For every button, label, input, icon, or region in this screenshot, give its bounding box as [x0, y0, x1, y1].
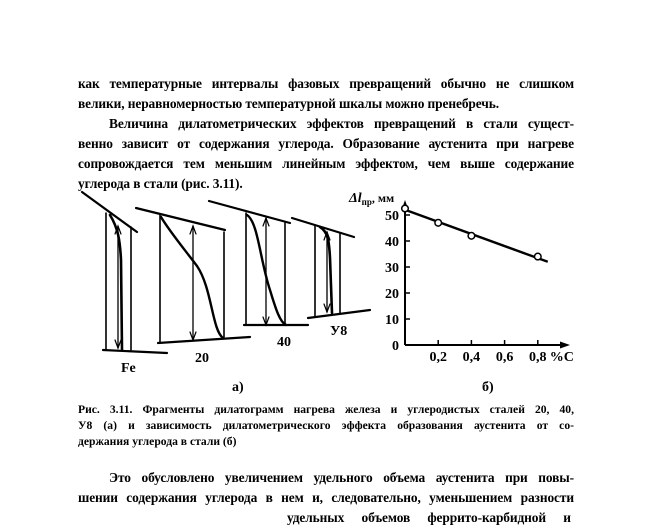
panel-b-label: б)	[482, 380, 494, 395]
text-line: венно зависит от содержания углерода. Образование аустенита при нагреве	[78, 136, 574, 151]
y-tick-label: 30	[385, 261, 399, 276]
label-20: 20	[195, 351, 209, 366]
y-label-sub: пр	[361, 197, 372, 207]
data-point	[435, 220, 442, 227]
dilatogram-20	[136, 208, 250, 343]
paragraph-3	[78, 468, 574, 528]
y-tick-label: 0	[392, 339, 399, 354]
y-tick-label: 40	[385, 235, 399, 250]
label-fe: Fe	[121, 361, 136, 376]
series	[402, 205, 548, 262]
x-tick-label: 0,6	[495, 350, 514, 365]
trend-line	[405, 210, 548, 262]
panel-a-dilatograms	[82, 192, 370, 353]
y-tick-label: 10	[385, 313, 399, 328]
data-point	[535, 253, 542, 260]
caption-line: Рис. 3.11. Фрагменты дилатограмм нагрева железа и углеродистых сталей 20, 40,	[78, 403, 574, 416]
text-line: сопровождается тем меньшим линейным эффектом, чем выше содержание	[78, 156, 574, 171]
y-label-main: Δl	[349, 191, 362, 206]
data-point	[402, 205, 409, 212]
y-tick-label: 50	[385, 209, 399, 224]
caption-line: У8 (а) и зависимость дилатометрического эффекта образования аустенита от со-	[78, 419, 574, 432]
y-tick-label: 20	[385, 287, 399, 302]
y-axis-label	[348, 191, 394, 207]
panel-a-labels	[121, 324, 347, 395]
text-line: углерода в стали (рис. 3.11).	[78, 176, 243, 191]
figure-caption	[78, 402, 574, 450]
y-label-unit: , мм	[371, 191, 395, 205]
text-line: Величина дилатометрических эффектов превращений в стали сущест-	[109, 116, 574, 131]
x-tick-label: 0,4	[462, 350, 481, 365]
text-line: шении содержания углерода в нем и, следовательно, уменьшением разности	[78, 490, 574, 505]
x-axis-arrow	[560, 342, 570, 349]
text-line: Это обусловлено увеличением удельного объема аустенита при повы-	[109, 470, 574, 485]
x-ticks	[429, 340, 546, 365]
label-40: 40	[277, 335, 291, 350]
y-ticks	[385, 209, 410, 354]
dilatogram-fe	[82, 192, 167, 353]
dilatogram-u8	[292, 218, 370, 318]
text-line: удельных объемов феррито-карбидной и	[287, 510, 571, 525]
text-line: как температурные интервалы фазовых превращений обычно не слишком	[78, 76, 574, 91]
x-tick-label: 0,2	[429, 350, 447, 365]
data-point	[468, 233, 475, 240]
panel-a-label: а)	[232, 380, 244, 395]
x-tick-label: 0,8	[529, 350, 547, 365]
x-axis-label: %C	[549, 350, 574, 365]
label-u8: У8	[330, 324, 348, 339]
text-line: велики, неравномерностью температурной шкалы можно пренебречь.	[78, 96, 499, 111]
caption-line: держания углерода в стали (б)	[78, 435, 237, 448]
panel-b-chart	[348, 191, 574, 395]
